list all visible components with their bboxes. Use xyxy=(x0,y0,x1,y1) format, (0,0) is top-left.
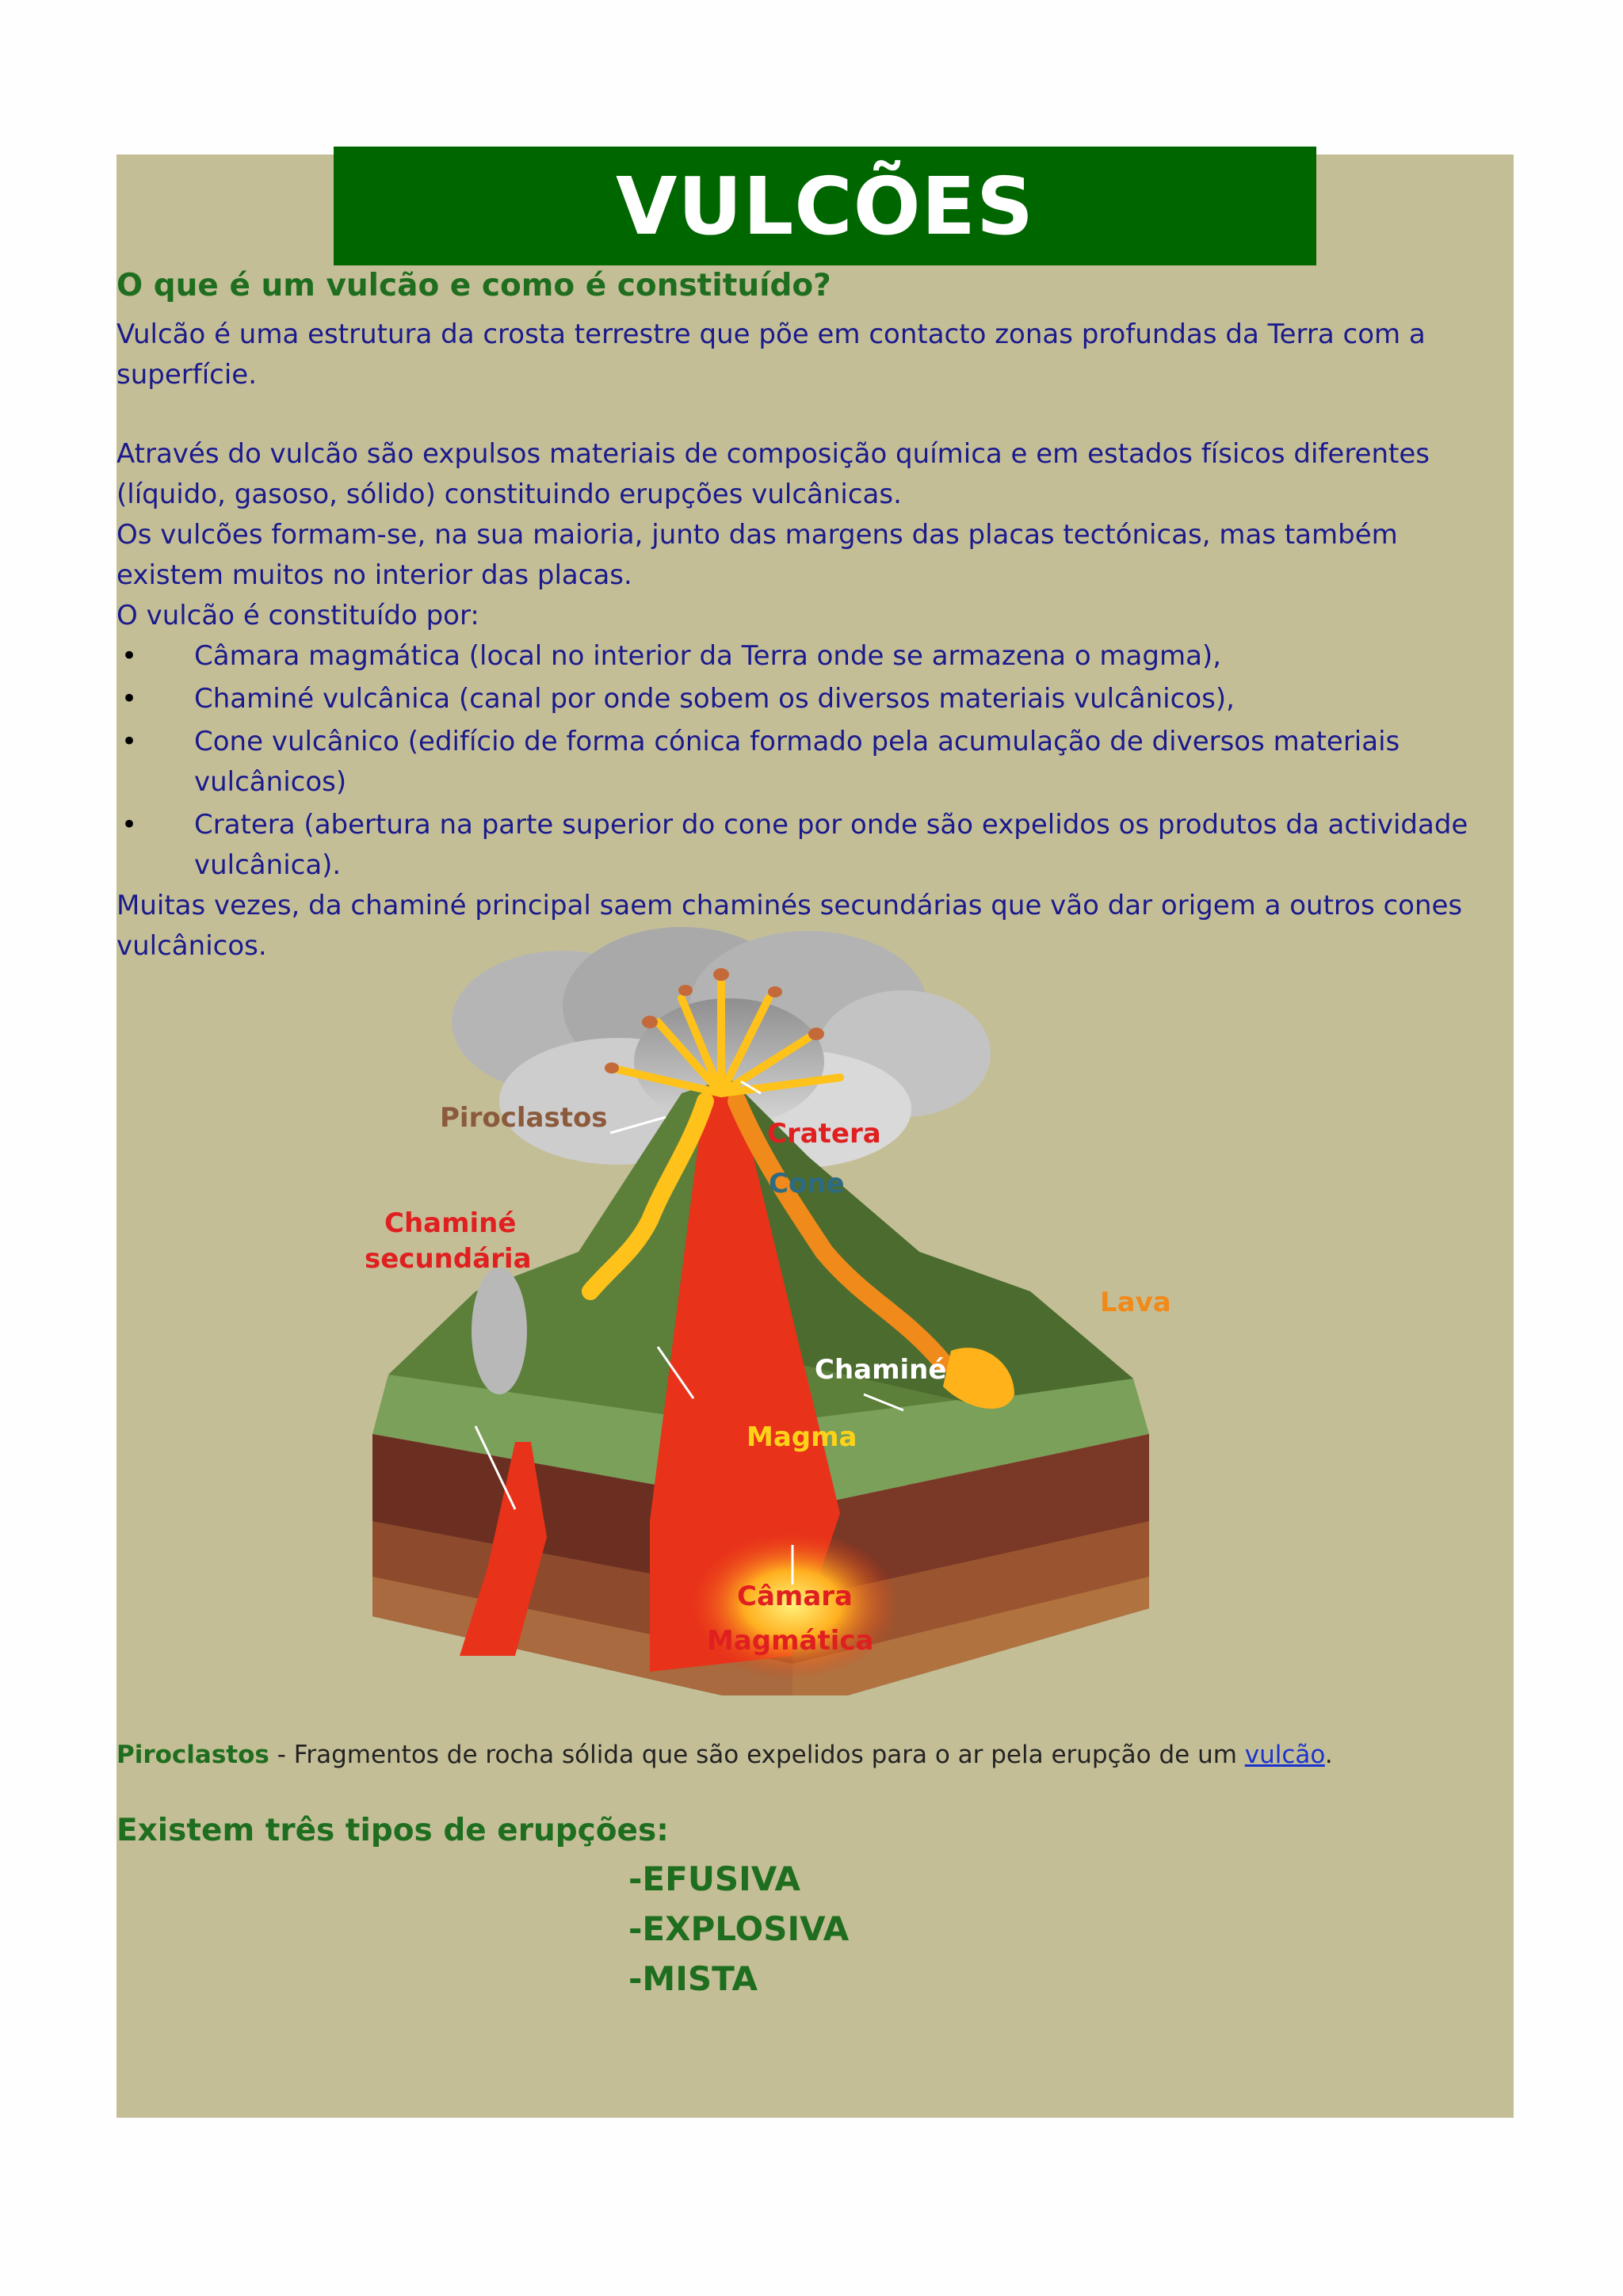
bullet-icon: • xyxy=(121,640,138,672)
secondary-smoke xyxy=(472,1268,527,1394)
definition-end: . xyxy=(1324,1741,1333,1769)
label-cone: Cone xyxy=(769,1168,845,1199)
page-title: VULCÕES xyxy=(334,147,1316,265)
paragraph-expulsion: Através do vulcão são expulsos materiais de composição química e em estados físicos diferentes (líquido, gasoso, sólido) constituindo erupções vulcânicas. xyxy=(116,438,1430,510)
label-cratera: Cratera xyxy=(767,1118,881,1150)
eruption-type-explosiva: -EXPLOSIVA xyxy=(628,1909,850,1948)
paragraph-definition: Vulcão é uma estrutura da crosta terrestre que põe em contacto zonas profundas da Terra com a superfície. xyxy=(116,318,1426,391)
list-item: • Cratera (abertura na parte superior do cone por onde são expelidos os produtos da actividade vulcânica). xyxy=(116,805,1495,886)
list-item: • Câmara magmática (local no interior da Terra onde se armazena o magma), xyxy=(116,636,1495,677)
label-chamine-secundaria-line2: secundária xyxy=(365,1243,532,1275)
definition-term: Piroclastos xyxy=(116,1741,269,1769)
eruptions-heading: Existem três tipos de erupções: xyxy=(116,1813,669,1848)
label-lava: Lava xyxy=(1100,1287,1171,1318)
eruption-type-efusiva: -EFUSIVA xyxy=(628,1859,800,1898)
label-chamine: Chaminé xyxy=(815,1354,947,1386)
label-magma: Magma xyxy=(747,1421,857,1453)
bullet-icon: • xyxy=(121,726,138,757)
label-chamine-secundaria-line1: Chaminé xyxy=(384,1207,517,1239)
paragraph-formation: Os vulcões formam-se, na sua maioria, junto das margens das placas tectónicas, mas também existem muitos no interior das placas. xyxy=(116,519,1398,591)
paragraph-constitution: O vulcão é constituído por: xyxy=(116,600,479,631)
bullet-icon: • xyxy=(121,809,138,841)
paragraph-group xyxy=(116,434,1495,636)
label-camara-line1: Câmara xyxy=(737,1581,853,1612)
list-item: • Cone vulcânico (edifício de forma cónica formado pela acumulação de diversos materiais vulcânicos) xyxy=(116,722,1495,803)
bullet-icon: • xyxy=(121,683,138,715)
eruption-type-mista: -MISTA xyxy=(628,1959,758,1998)
parts-list xyxy=(116,636,1495,888)
label-piroclastos: Piroclastos xyxy=(440,1102,608,1134)
volcano-diagram xyxy=(317,919,1236,1695)
section-question: O que é um vulcão e como é constituído? xyxy=(116,268,831,303)
vulcao-link[interactable]: vulcão xyxy=(1244,1741,1325,1769)
piroclastos-definition xyxy=(116,1737,1333,1772)
label-camara-line2: Magmática xyxy=(707,1625,874,1657)
list-item: • Chaminé vulcânica (canal por onde sobem os diversos materiais vulcânicos), xyxy=(116,679,1495,719)
definition-text: - Fragmentos de rocha sólida que são expelidos para o ar pela erupção de um xyxy=(269,1741,1245,1769)
paragraph-secondary-chimneys: Muitas vezes, da chaminé principal saem chaminés secundárias que vão dar origem a outros cones vulcânicos. xyxy=(116,890,1463,962)
